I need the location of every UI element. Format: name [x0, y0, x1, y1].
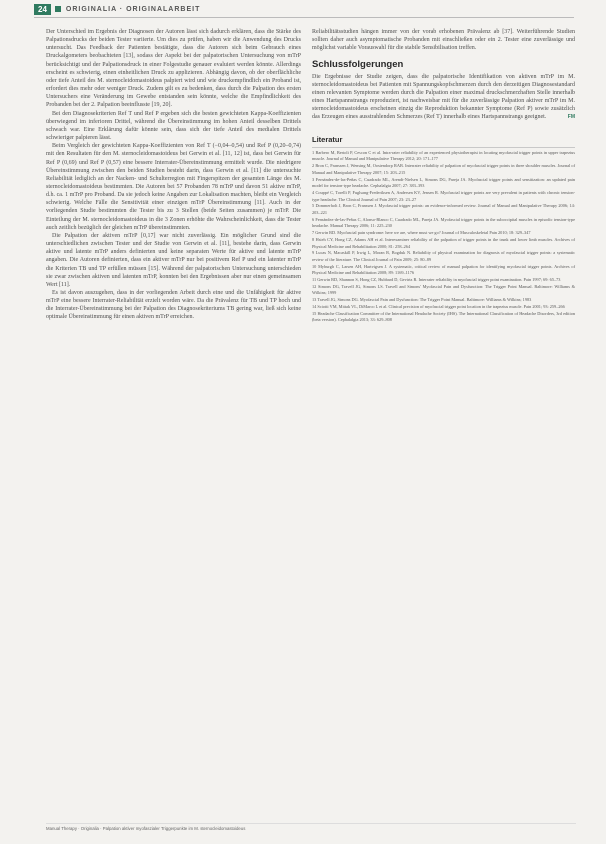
body-paragraph: Die Palpation der aktiven mTrP [0,17] war nicht zuverlässig. Ein möglicher Grund sind die unterschiedlichen zwischen Tester und der Studie von Gerwin et al. [11], bestehe darin, dass Gerwin aktive und latente mTrP anders definierten und keine separaten Werte für aktive und latente mTrP angaben. Die Autoren definierten, dass ein aktiver mTrP nur bei positivem Ref P und ein latenter mTrP die Kriterien TB und TP erfüllen müssen [15]. Während der palpatorischen Untersuchung unterschieden sie zwar zwischen aktiven und latenten mTrP, konnten bei den Ergebnissen aber nur einen gemeinsamen Wert [11].	[46, 232, 301, 288]
body-paragraph: Bei den Diagnosekriterien Ref T und Ref P ergeben sich die besten gewichteten Kappa-Koeffizienten überwiegend im inferioren Drittel, während die Übereinstimmung im hohen Anteil desselben Drittels schwach war. Eine Erklärung dafür könnte sein, dass sich der tiefe Anteil des medialen Drittels schwieriger palpieren lässt.	[46, 110, 301, 142]
reference-item: 14 Sciotti VM, Mittak VL, DiMarco L et al. Clinical precision of myofascial trigger point location in the trapezius muscle. Pain 2001; 93: 259–266	[312, 303, 565, 309]
reference-item: 1 Barbero M, Bertoli P, Cescon C et al. Intra-rater reliability of an experienced physiotherapist in locating myofascial trigger points in upper trapezius muscle. Journal of Manual and Manipulative Therapy 2012; 20: 171–177	[312, 149, 575, 162]
section-square-icon	[55, 6, 61, 12]
reference-item: 13 Travell JG, Simons DG. Myofascial Pain and Dysfunction: The Trigger Point Manual. Baltimore: Williams & Wilkins; 1983	[312, 297, 532, 303]
literature-heading: Literatur	[312, 134, 343, 144]
reference-item: 7 Gerwin RD. Myofascial pain syndrome: here we are, where must we go? Journal of Musculoskeletal Pain 2010; 18: 329–347	[312, 230, 531, 236]
reference-item: 2 Bron C, Franssen J, Wensing M, Oostendorp RAB. Interrater reliability of palpation of myofascial trigger points in three shoulder muscles. Journal of Manual and Manipulative Therapy 2007; 15: 203–215	[312, 163, 575, 175]
header-rule	[34, 17, 574, 18]
page-number: 24	[34, 4, 51, 15]
reference-item: 5 Dommerholt J, Bron C, Franssen J. Myofascial trigger points: an evidence-informed review. Journal of Manual and Manipulative Therapy 2006; 14: 203–221	[312, 203, 575, 216]
section-label: ORIGINALIA · ORIGINALARBEIT	[65, 5, 201, 13]
reference-item: 10 Myburgh C, Larsen AH, Hartvigsen J. A systematic, critical review of manual palpation for identifying myofascial trigger points. Archives of Physical Medicine and Rehabilitation 2008; 89: 1169–1176	[312, 263, 575, 276]
literature-rule	[312, 147, 575, 148]
body-paragraph: Es ist davon auszugehen, dass in der vorliegenden Arbeit durch eine und die Unfähigkeit für aktive mTrP eine bessere Interrater-Reliabilität erzielt worden wäre. Da die Prävalenz für TB und TP hoch und die Interrater-Übereinstimmung bei der Palpation des Diagnosekriteriums TB gering war, ließ sich keine optimale Übereinstimmung für einen aktiven mTrP erreichen.	[46, 290, 301, 321]
page-header	[34, 2, 574, 16]
body-paragraph: Der Unterschied im Ergebnis der Diagnosen der Autoren lässt sich dadurch erklären, dass die Stärke des Palpationsdrucks der beiden Tester variierte. Um dies zu prüfen, haben wir die Anwendung des Drucks untersucht. Das Feedback der Patienten bestätigte, dass die Autoren sich beim Gebrauch eines Druckalgometers beobachteten [13], sodass der Aspekt bei der palpatorischen Untersuchung von mTrP berücksichtigt und der Palpationsdruck in einer Folgestudie genauer evaluiert werden könnte. Allerdings erscheint es schwierig, einen einheitlichen Druck zu applizieren. Abhängig davon, ob der oberflächliche oder tiefe Anteil des M. sternocleidomastoideus palpiert wird und wie druckempfindlich ein Proband ist, erfordert dies mehr oder weniger Druck. Zudem gilt es zu bedenken, dass durch die Palpation des ersten Untersuchers eine Veränderung im Gewebe entstanden sein könnte, welche die Empfindlichkeit des Probanden bei der 2. Palpation beeinflusste [19, 20].	[46, 29, 301, 109]
reference-list	[312, 150, 575, 324]
conclusion-heading: Schlussfolgerungen	[312, 59, 404, 71]
reference-item: 3 Fernández-de-las-Peñas C, Cuadrado ML, Arendt-Nielsen L, Simons DG, Pareja JA. Myofascial trigger points and sensitization: an updated pain model for tension-type headache. Cephalalgia 2007; 27: 383–393	[312, 176, 575, 189]
reference-item: 4 Couppé C, Torelli P, Fuglsang-Frederiksen A, Andersen KV, Jensen R. Myofascial trigger points are very prevalent in patients with chronic tension-type headache. The Clinical Journal of Pain 2007; 23: 23–27	[312, 189, 575, 202]
reference-item: 9 Lucas N, Macaskill P, Irwig L, Moran R, Bogduk N. Reliability of physical examination for diagnosis of myofascial trigger points: a systematic review of the literature. The Clinical Journal of Pain 2009; 25: 80–89	[312, 250, 575, 262]
body-paragraph: Beim Vergleich der gewichteten Kappa-Koeffizienten von Ref T (−0,04–0,54) und Ref P (0,20–0,74) mit den Resultaten für den M. sternocleidomastoideus bei Gerwin et al. [11, 12] ist, dass bei Gerwin für Ref P (0,69) und Ref P (0,57) eine bessere Interrater-Übereinstimmung ermittelt wurde. Die niedrigere Übereinstimmung zwischen den beiden Studien besteht darin, dass Gerwin et al. [11] die untersuchte Reliabilität lediglich an der Nacken- und Schulterregion mit Fingerspitzen der gesamten Länge des M. sternocleidomastoideus bestimmten. Die Autoren bei 57 Probanden 78 mTrP und davon 51 aktive mTrP, d.h. ca. 1 mTrP pro Proband. Da sie jedoch keine Angaben zur Lokalisation machten, bleibt ein Vergleich schwierig. Welche Fälle die Sensitivität einer einzigen mTrP Übereinstimmung [11]. Auch in der vorliegenden Studie bestimmten die Tester bis zu 3 Stellen (beide Seiten zusammen) je mTrP. Die Einteilung der M. sternocleidomastoideus in die 3 Zonen erhöhte die Wahrscheinlichkeit, dass die Tester auch zeitlich bezüglich der gleichen mTrP übereinstimmten.	[46, 143, 301, 231]
conclusion-text	[312, 73, 575, 122]
reference-item: 8 Hsieh CY, Hong CZ, Adams AH et al. Interexaminer reliability of the palpation of trigger points in the trunk and lower limb muscles. Archives of Physical Medicine and Rehabilitation 2000; 81: 258–264	[312, 236, 575, 249]
page-footer: Manual Therapy · Originalia · Palpation aktiver myofaszialer Triggerpunkte im M. sternocleidomastoideus	[46, 823, 576, 831]
reference-item: 6 Fernández-de-las-Peñas C, Alonso-Blanco C, Cuadrado ML, Pareja JA. Myofascial trigger points in the suboccipital muscles in episodic tension-type headache. Manual Therapy 2006; 11: 225–230	[312, 216, 575, 229]
reference-item: 15 Headache Classification Committee of the International Headache Society (IHS). The International Classification of Headache Disorders, 3rd edition (beta version). Cephalalgia 2013; 33: 629–808	[312, 310, 575, 323]
conclusion-body: Die Ergebnisse der Studie zeigen, dass die palpatorische Identifikation von aktiven mTrP im M. sternocleidomastoideus bei Patienten mit Spannungskopfschmerzen durch den derzeitigen Diagnosestandard einen relevanten Symptome werden durch die Palpation einer maximal druckschmerzhaften Stelle innerhalb eines Hartspannstrangs reproduziert, ist nachweisbar mit für die zuverlässige Palpation aktiver mTrP im M. sternocleidomastoideus erscheinen einzig die Reproduktion bekannter Symptome (Ref P) sowie zusätzlich das Erzeugen eines ausstrahlenden Schmerzes (Ref T) innerhalb eines Hartspannstrangs geeignet.	[312, 73, 575, 121]
left-column	[46, 28, 301, 322]
reference-item: 12 Simons DG, Travell JG, Simons LS. Travell and Simons' Myofascial Pain and Dysfunction: The Trigger Point Manual. Baltimore: Williams & Wilkins; 1999	[312, 283, 575, 296]
end-mark: FM	[567, 114, 575, 121]
right-column	[312, 28, 575, 324]
reference-item: 11 Gerwin RD, Shannon S, Hong CZ, Hubbard D, Gevirtz R. Interrater reliability in myofascial trigger point examination. Pain 1997; 69: 65–73	[312, 277, 561, 283]
body-paragraph: Reliabilitätsstudien hängen immer von der vorab erhobenen Prävalenz ab [37]. Weiterführende Studien sollten daher auch asymptomatische Probanden mit einschließen oder ein 2. Tester eine zuverlässige und möglichst variable Vorauswahl für die stabile Sensibilisation treffen.	[312, 29, 575, 52]
